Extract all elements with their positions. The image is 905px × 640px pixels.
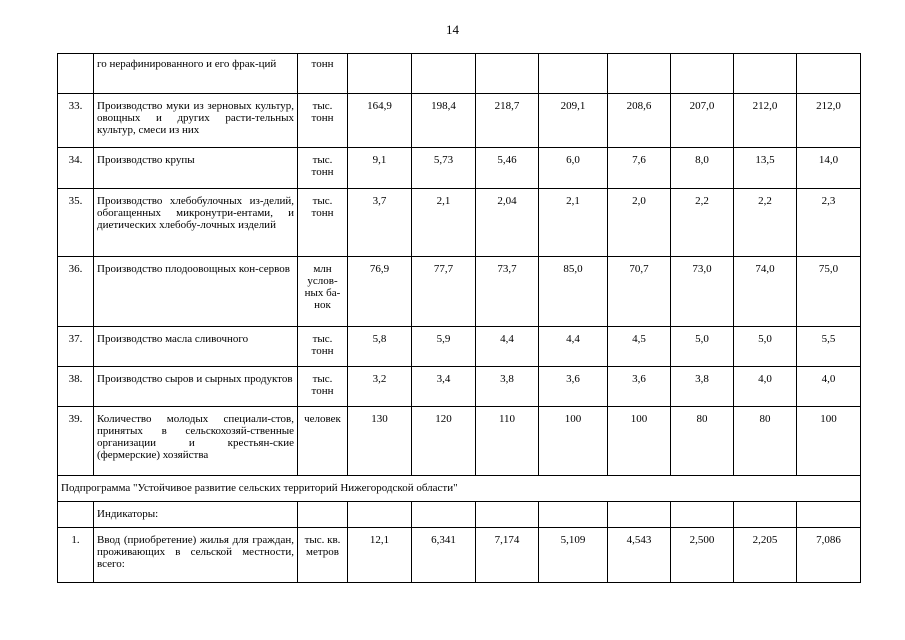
value-cell: 7,086: [797, 528, 861, 583]
row-number: [58, 502, 94, 528]
table-row: [58, 94, 861, 148]
value-cell: 5,73: [412, 148, 476, 189]
table-row: [58, 528, 861, 583]
value-cell: 5,8: [348, 327, 412, 367]
row-number: 34.: [58, 148, 94, 189]
value-cell: 3,8: [476, 367, 539, 407]
value-cell: 4,543: [608, 528, 671, 583]
value-cell: 85,0: [539, 257, 608, 327]
row-name: Производство масла сливочного: [94, 327, 298, 367]
value-cell: [608, 54, 671, 94]
value-cell: 75,0: [797, 257, 861, 327]
value-cell: 6,341: [412, 528, 476, 583]
value-cell: 9,1: [348, 148, 412, 189]
section-title: Подпрограмма "Устойчивое развитие сельских территорий Нижегородской области": [58, 476, 861, 502]
value-cell: [608, 502, 671, 528]
value-cell: 3,6: [608, 367, 671, 407]
value-cell: 5,0: [734, 327, 797, 367]
value-cell: 209,1: [539, 94, 608, 148]
row-number: [58, 54, 94, 94]
value-cell: 208,6: [608, 94, 671, 148]
value-cell: 2,04: [476, 189, 539, 257]
value-cell: [797, 54, 861, 94]
value-cell: 164,9: [348, 94, 412, 148]
value-cell: [476, 54, 539, 94]
row-unit: млн услов-ных ба-нок: [298, 257, 348, 327]
value-cell: [671, 502, 734, 528]
section-row: [58, 476, 861, 502]
value-cell: [539, 502, 608, 528]
value-cell: [348, 54, 412, 94]
value-cell: 73,7: [476, 257, 539, 327]
value-cell: 4,0: [797, 367, 861, 407]
value-cell: 207,0: [671, 94, 734, 148]
row-number: 33.: [58, 94, 94, 148]
value-cell: 5,46: [476, 148, 539, 189]
table-row: [58, 189, 861, 257]
row-unit: человек: [298, 407, 348, 476]
value-cell: 6,0: [539, 148, 608, 189]
value-cell: 3,8: [671, 367, 734, 407]
value-cell: [476, 502, 539, 528]
value-cell: 80: [734, 407, 797, 476]
value-cell: 5,0: [671, 327, 734, 367]
table-row: [58, 407, 861, 476]
value-cell: 5,109: [539, 528, 608, 583]
value-cell: 120: [412, 407, 476, 476]
page-number: 14: [446, 22, 459, 37]
row-unit: тыс. тонн: [298, 327, 348, 367]
value-cell: 2,1: [539, 189, 608, 257]
row-number: 38.: [58, 367, 94, 407]
row-unit: тыс. тонн: [298, 189, 348, 257]
row-name: Производство хлебобулочных из-делий, обогащенных микронутри-ентами, и диетических хлебобу-лочных изделий: [94, 189, 298, 257]
value-cell: [412, 502, 476, 528]
value-cell: 80: [671, 407, 734, 476]
row-unit: тыс. тонн: [298, 367, 348, 407]
value-cell: 7,174: [476, 528, 539, 583]
value-cell: 3,4: [412, 367, 476, 407]
row-name: Производство муки из зерновых культур, овощных и других расти-тельных культур, смеси из них: [94, 94, 298, 148]
value-cell: 7,6: [608, 148, 671, 189]
value-cell: [734, 502, 797, 528]
row-unit: тонн: [298, 54, 348, 94]
row-number: 39.: [58, 407, 94, 476]
row-name: Ввод (приобретение) жилья для граждан, проживающих в сельской местности, всего:: [94, 528, 298, 583]
value-cell: 2,205: [734, 528, 797, 583]
value-cell: 198,4: [412, 94, 476, 148]
value-cell: 77,7: [412, 257, 476, 327]
value-cell: 73,0: [671, 257, 734, 327]
value-cell: 3,7: [348, 189, 412, 257]
row-number: 35.: [58, 189, 94, 257]
value-cell: 8,0: [671, 148, 734, 189]
row-name: го нерафинированного и его фрак-ций: [94, 54, 298, 94]
value-cell: 2,500: [671, 528, 734, 583]
value-cell: 130: [348, 407, 412, 476]
value-cell: 76,9: [348, 257, 412, 327]
value-cell: 110: [476, 407, 539, 476]
value-cell: 100: [608, 407, 671, 476]
value-cell: 212,0: [734, 94, 797, 148]
value-cell: [539, 54, 608, 94]
value-cell: 2,2: [734, 189, 797, 257]
value-cell: 2,0: [608, 189, 671, 257]
value-cell: 100: [539, 407, 608, 476]
row-number: 37.: [58, 327, 94, 367]
value-cell: 5,5: [797, 327, 861, 367]
value-cell: [348, 502, 412, 528]
value-cell: 2,2: [671, 189, 734, 257]
value-cell: 212,0: [797, 94, 861, 148]
value-cell: 218,7: [476, 94, 539, 148]
table-row: [58, 367, 861, 407]
value-cell: 2,1: [412, 189, 476, 257]
row-name: Производство сыров и сырных продуктов: [94, 367, 298, 407]
row-unit: тыс. тонн: [298, 148, 348, 189]
table-row: [58, 502, 861, 528]
value-cell: [671, 54, 734, 94]
indicators-table: [57, 53, 861, 583]
value-cell: 5,9: [412, 327, 476, 367]
value-cell: 13,5: [734, 148, 797, 189]
row-name: Количество молодых специали-стов, принятых в сельскохозяй-ственные организации и крестьян-ские (фермерские) хозяйства: [94, 407, 298, 476]
row-name: Производство крупы: [94, 148, 298, 189]
row-number: 36.: [58, 257, 94, 327]
row-number: 1.: [58, 528, 94, 583]
value-cell: 3,2: [348, 367, 412, 407]
table-row: [58, 148, 861, 189]
value-cell: [734, 54, 797, 94]
value-cell: 4,4: [539, 327, 608, 367]
table-row: [58, 257, 861, 327]
value-cell: 4,0: [734, 367, 797, 407]
indicators-label: Индикаторы:: [94, 502, 298, 528]
value-cell: 70,7: [608, 257, 671, 327]
value-cell: [797, 502, 861, 528]
value-cell: 100: [797, 407, 861, 476]
value-cell: 4,4: [476, 327, 539, 367]
value-cell: 12,1: [348, 528, 412, 583]
value-cell: 3,6: [539, 367, 608, 407]
row-unit: тыс. тонн: [298, 94, 348, 148]
value-cell: 14,0: [797, 148, 861, 189]
row-unit: [298, 502, 348, 528]
value-cell: 74,0: [734, 257, 797, 327]
table-row: [58, 327, 861, 367]
value-cell: 4,5: [608, 327, 671, 367]
value-cell: [412, 54, 476, 94]
row-unit: тыс. кв. метров: [298, 528, 348, 583]
value-cell: 2,3: [797, 189, 861, 257]
table-row: [58, 54, 861, 94]
row-name: Производство плодоовощных кон-сервов: [94, 257, 298, 327]
